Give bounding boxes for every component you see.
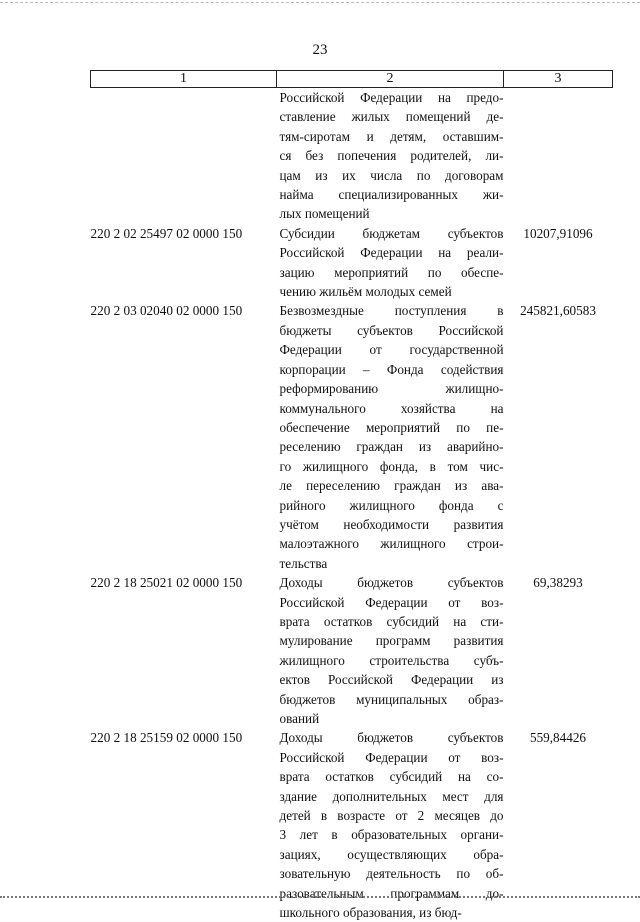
description-line: Российской Федерации от воз- [277, 748, 504, 767]
description-line: Федерации от государственной [277, 340, 504, 359]
description-line: Безвозмездные поступления в [277, 301, 504, 320]
table-body [91, 88, 613, 922]
description-line: Доходы бюджетов субъектов [277, 728, 504, 747]
revenue-description [277, 301, 504, 573]
description-line: цам из их числа по договорам [277, 166, 504, 185]
description-line: найма специализированных жи- [277, 185, 504, 204]
description-line: Субсидии бюджетам субъектов [277, 224, 504, 243]
description-line: ований [277, 709, 504, 728]
description-line: здание дополнительных мест для [277, 787, 504, 806]
description-line: Российской Федерации на предо- [277, 88, 504, 107]
table-row [91, 224, 613, 302]
scan-edge-top [0, 2, 640, 3]
table-row [91, 301, 613, 573]
description-line: реселению граждан из аварийно- [277, 437, 504, 456]
description-line: учётом необходимости развития [277, 515, 504, 534]
revenue-code: 220 2 02 25497 02 0000 150 [91, 224, 277, 302]
revenue-amount: 10207,91096 [504, 224, 613, 302]
revenue-amount [504, 88, 613, 224]
revenue-description [277, 573, 504, 728]
revenue-description [277, 728, 504, 922]
description-line: го жилищного фонда, в том чис- [277, 457, 504, 476]
description-line: врата остатков субсидий на со- [277, 767, 504, 786]
description-line: ектов Российской Федерации из [277, 670, 504, 689]
description-line: детей в возрасте от 2 месяцев до [277, 806, 504, 825]
table-row [91, 88, 613, 224]
description-line: школьного образования, из бюд- [277, 903, 504, 922]
description-line: бюджетов муниципальных образ- [277, 690, 504, 709]
revenue-description [277, 224, 504, 302]
description-line: тям-сиротам и детям, оставшим- [277, 127, 504, 146]
revenue-code [91, 88, 277, 224]
description-line: ле переселению граждан из ава- [277, 476, 504, 495]
scan-edge-bottom [0, 896, 640, 898]
description-line: ставление жилых помещений де- [277, 107, 504, 126]
column-header-1: 1 [91, 71, 277, 88]
revenue-code: 220 2 18 25021 02 0000 150 [91, 573, 277, 728]
revenue-code: 220 2 18 25159 02 0000 150 [91, 728, 277, 922]
revenue-amount: 245821,60583 [504, 301, 613, 573]
description-line: 3 лет в образовательных органи- [277, 825, 504, 844]
revenue-amount: 559,84426 [504, 728, 613, 922]
description-line: зациях, осуществляющих обра- [277, 845, 504, 864]
description-line: Российской Федерации на реали- [277, 243, 504, 262]
description-line: Российской Федерации от воз- [277, 593, 504, 612]
description-line: рийного жилищного фонда с [277, 496, 504, 515]
description-line: коммунального хозяйства на [277, 399, 504, 418]
description-line: жилищного строительства субъ- [277, 651, 504, 670]
description-line: врата остатков субсидий на сти- [277, 612, 504, 631]
description-line: реформированию жилищно- [277, 379, 504, 398]
description-line: бюджеты субъектов Российской [277, 321, 504, 340]
description-line: Доходы бюджетов субъектов [277, 573, 504, 592]
description-line: малоэтажного жилищного строи- [277, 534, 504, 553]
table-header [91, 71, 613, 88]
description-line: корпорации – Фонда содействия [277, 360, 504, 379]
budget-table [90, 70, 613, 922]
revenue-amount: 69,38293 [504, 573, 613, 728]
description-line: обеспечение мероприятий по пе- [277, 418, 504, 437]
description-line: зовательную деятельность по об- [277, 864, 504, 883]
description-line: зацию мероприятий по обеспе- [277, 263, 504, 282]
description-line: тельства [277, 554, 504, 573]
table-row [91, 728, 613, 922]
description-line: мулирование программ развития [277, 631, 504, 650]
page-number: 23 [0, 42, 640, 59]
table-row [91, 573, 613, 728]
column-header-2: 2 [277, 71, 504, 88]
description-line: чению жильём молодых семей [277, 282, 504, 301]
description-line: лых помещений [277, 204, 504, 223]
column-header-3: 3 [504, 71, 613, 88]
description-line: ся без попечения родителей, ли- [277, 146, 504, 165]
description-line: разовательным программам до- [277, 884, 504, 903]
revenue-description [277, 88, 504, 224]
revenue-code: 220 2 03 02040 02 0000 150 [91, 301, 277, 573]
